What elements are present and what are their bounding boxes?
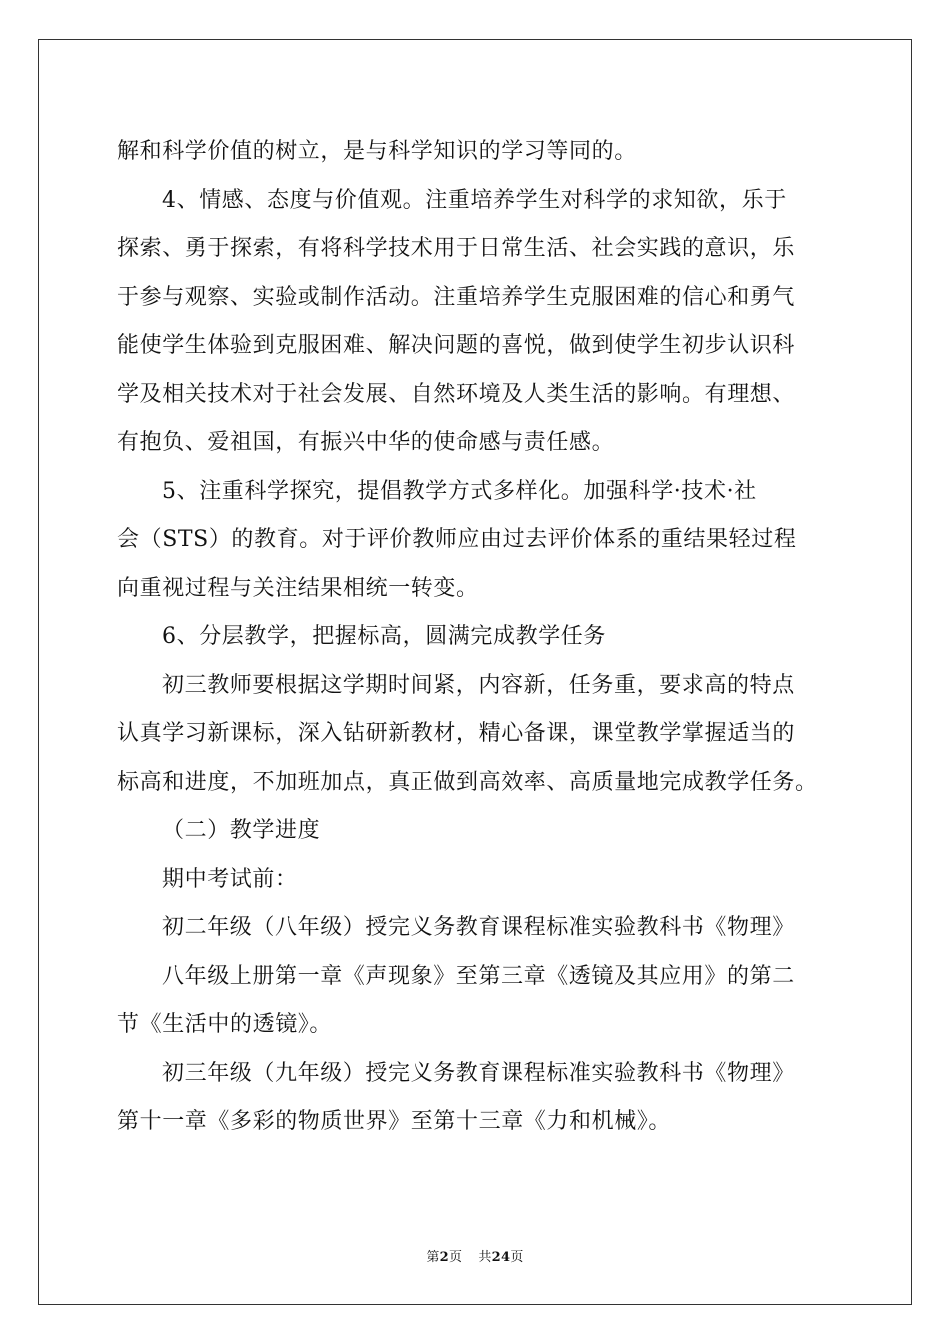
- text-line: 八年级上册第一章《声现象》至第三章《透镜及其应用》的第二: [162, 963, 795, 989]
- text-line: 4、情感、态度与价值观。注重培养学生对科学的求知欲，乐于: [162, 187, 787, 213]
- text-line: 学及相关技术对于社会发展、自然环境及人类生活的影响。有理想、: [117, 381, 796, 407]
- total-page-number: 24: [491, 1250, 511, 1265]
- total-prefix: 共: [478, 1250, 492, 1265]
- text-line: 认真学习新课标，深入钻研新教材，精心备课，课堂教学掌握适当的: [117, 721, 796, 746]
- text-line: 有抱负、爱祖国，有振兴中华的使命感与责任感。: [117, 430, 615, 455]
- text-line: 于参与观察、实验或制作活动。注重培养学生克服困难的信心和勇气: [117, 284, 796, 310]
- text-line: 初三年级（九年级）授完义务教育课程标准实验教科书《物理》: [162, 1060, 795, 1086]
- text-line: 向重视过程与关注结果相统一转变。: [117, 575, 479, 601]
- text-line: 6、分层教学，把握标高，圆满完成教学任务: [162, 624, 606, 649]
- total-suffix: 页: [510, 1250, 524, 1265]
- section-heading: （二）教学进度: [162, 818, 321, 843]
- text-line: 会（STS）的教育。对于评价教师应由过去评价体系的重结果轻过程: [117, 527, 797, 552]
- text-line: 探索、勇于探索，有将科学技术用于日常生活、社会实践的意识，乐: [117, 236, 796, 261]
- text-line: 第十一章《多彩的物质世界》至第十三章《力和机械》。: [117, 1109, 672, 1134]
- text-line: 初三教师要根据这学期时间紧，内容新，任务重，要求高的特点: [162, 672, 795, 698]
- document-body: [117, 128, 839, 1147]
- text-line: 期中考试前：: [162, 866, 298, 892]
- text-line: 节《生活中的透镜》。: [117, 1012, 333, 1037]
- text-line: 标高和进度，不加班加点，真正做到高效率、高质量地完成教学任务。: [117, 769, 818, 795]
- text-line: 解和科学价值的树立，是与科学知识的学习等同的。: [117, 139, 637, 164]
- page-footer: [0, 1246, 950, 1265]
- text-line: 能使学生体验到克服困难、解决问题的喜悦，做到使学生初步认识科: [117, 333, 796, 358]
- text-line: 初二年级（八年级）授完义务教育课程标准实验教科书《物理》: [162, 915, 795, 940]
- text-line: 5、注重科学探究，提倡教学方式多样化。加强科学·技术·社: [162, 478, 757, 504]
- current-page-number: 2: [439, 1250, 450, 1265]
- page-prefix: 第: [426, 1250, 440, 1265]
- page-suffix: 页: [449, 1250, 463, 1265]
